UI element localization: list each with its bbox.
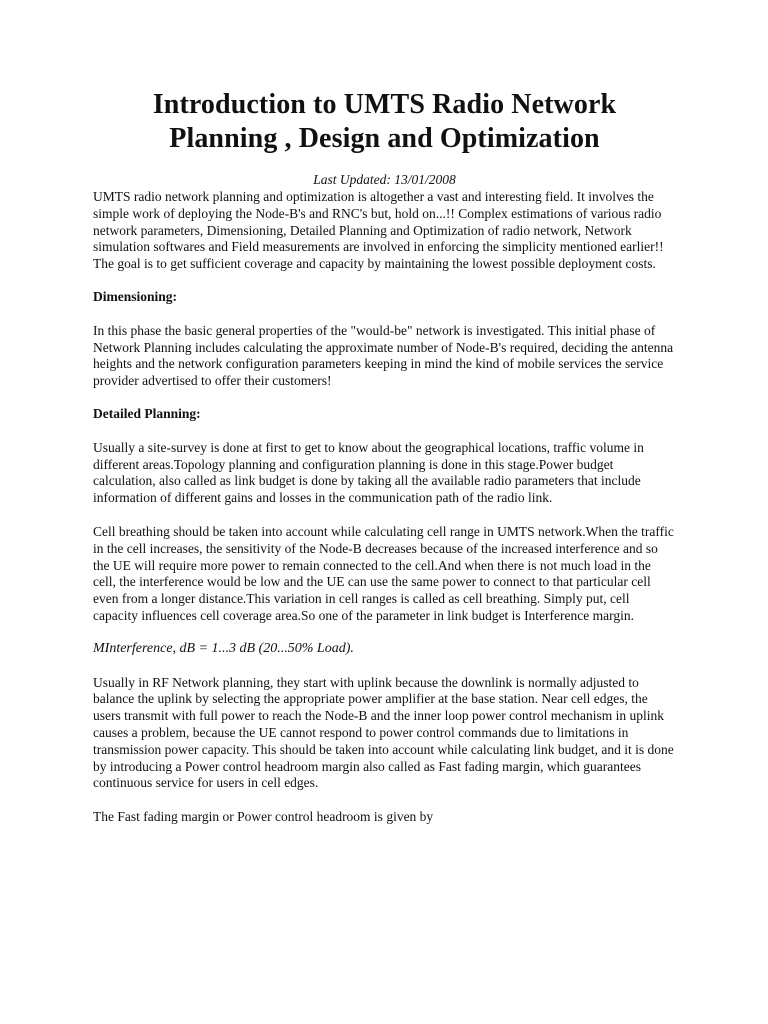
interference-margin-formula: MInterference, dB = 1...3 dB (20...50% Load). bbox=[93, 640, 354, 656]
title-line-2: Planning , Design and Optimization bbox=[169, 123, 600, 154]
detailed-planning-paragraph-2: Cell breathing should be taken into account while calculating cell range in UMTS network.When the traffic in the cell increases, the sensitivity of the Node-B decreases because of the increased interference and so the UE will require more power to remain connected to the cell.And when there is not much load in the cell, the interference would be low and the UE can use the same power to connect to that particular cell even from a longer distance.This variation in cell ranges is called as cell breathing. Simply put, cell capacity influences cell coverage area.So one of the parameter in link budget is Interference margin. bbox=[93, 523, 674, 623]
title-line-1: Introduction to UMTS Radio Network bbox=[152, 89, 617, 120]
intro-paragraph: UMTS radio network planning and optimization is altogether a vast and interesting field. It involves the simple work of deploying the Node-B's and RNC's but, hold on...!! Complex estimations of various radio network parameters, Dimensioning, Detailed Planning and Optimization of radio network, Network simulation softwares and Field measurements are involved in enforcing the simplicity mentioned earlier!! The goal is to get sufficient coverage and capacity by maintaining the lowest possible deployment costs. bbox=[93, 189, 664, 272]
last-updated: Last Updated: 13/01/2008 bbox=[313, 172, 456, 187]
dimensioning-paragraph: In this phase the basic general properties of the "would-be" network is investigated. This initial phase of Network Planning includes calculating the approximate number of Node-B's required, deciding the antenna heights and the network configuration parameters keeping in mind the kind of mobile services the service provider advertised to offer their customers! bbox=[93, 322, 674, 389]
uplink-paragraph: Usually in RF Network planning, they start with uplink because the downlink is normally adjusted to balance the uplink by selecting the appropriate power amplifier at the base station. Near cell edges, the users transmit with full power to reach the Node-B and the inner loop power control mechanism in uplink causes a problem, because the UE cannot respond to power control commands due to limitations in transmission power capacity. This should be taken into account while calculating link budget, and it is done by introducing a Power control headroom margin also called as Fast fading margin, which guarantees continuous service for users in cell edges. bbox=[93, 674, 674, 791]
document-title bbox=[93, 88, 676, 156]
detailed-planning-heading: Detailed Planning: bbox=[93, 405, 201, 421]
detailed-planning-paragraph-1: Usually a site-survey is done at first to get to know about the geographical locations, traffic volume in different areas.Topology planning and configuration planning is done in this stage.Power budget calculation, also called as link budget is done by taking all the available radio parameters that include information of different gains and losses in the communication path of the radio link. bbox=[93, 439, 644, 506]
dimensioning-heading: Dimensioning: bbox=[93, 288, 178, 304]
fast-fading-paragraph: The Fast fading margin or Power control headroom is given by bbox=[93, 809, 434, 825]
